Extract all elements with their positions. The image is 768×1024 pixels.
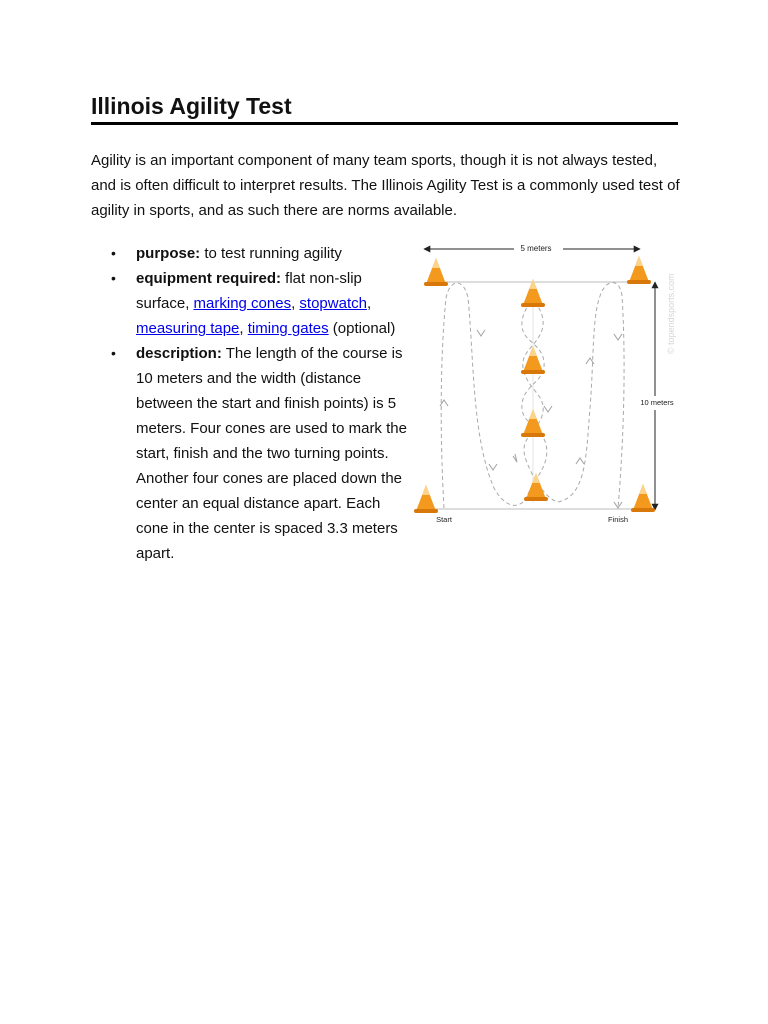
stopwatch-link[interactable]: stopwatch — [299, 295, 367, 312]
list-item-equipment — [91, 266, 409, 341]
finish-label: Finish — [607, 515, 629, 524]
page-title: Illinois Agility Test — [91, 92, 678, 125]
equipment-label: equipment required: — [136, 270, 282, 287]
description-text: The length of the course is 10 meters and the width (distance between the start and finish points) is 5 meters. Four cones are used to mark the start, finish and the two turning points. Another four cones are placed down the center an equal distance apart. Each cone in the center is spaced 3.3 meters apart. — [136, 345, 407, 562]
list-item-purpose — [91, 241, 409, 266]
cone-icon — [521, 279, 545, 307]
timing-gates-link[interactable]: timing gates — [247, 320, 329, 337]
equipment-text: flat non-slip surface, — [136, 270, 362, 312]
length-label: 10 meters — [640, 398, 674, 407]
intro-paragraph: Agility is an important component of many team sports, though it is not always tested, and is often difficult to interpret results. The Illinois Agility Test is a commonly used test of agility in sports, and as such there are norms available. — [91, 152, 680, 219]
purpose-text: to test running agility — [200, 245, 342, 262]
cone-icon — [414, 485, 438, 513]
separator: , — [366, 295, 372, 312]
watermark: © topendsports.com — [666, 273, 676, 354]
cone-icon — [627, 256, 651, 284]
equipment-optional-text: (optional) — [328, 320, 396, 337]
cone-icon — [521, 346, 545, 374]
width-label: 5 meters — [520, 244, 552, 253]
info-list — [91, 241, 409, 566]
cone-icon — [521, 409, 545, 437]
measuring-tape-link[interactable]: measuring tape — [136, 320, 240, 337]
agility-course-diagram — [410, 238, 682, 530]
marking-cones-link[interactable]: marking cones — [193, 295, 292, 312]
separator: , — [291, 295, 300, 312]
cone-icon — [424, 258, 448, 286]
cone-icon — [631, 484, 655, 512]
list-item-description — [91, 341, 409, 566]
separator: , — [239, 320, 248, 337]
purpose-label: purpose: — [136, 245, 201, 262]
start-label: Start — [436, 515, 452, 524]
description-label: description: — [136, 345, 222, 362]
cone-icon — [524, 473, 548, 501]
